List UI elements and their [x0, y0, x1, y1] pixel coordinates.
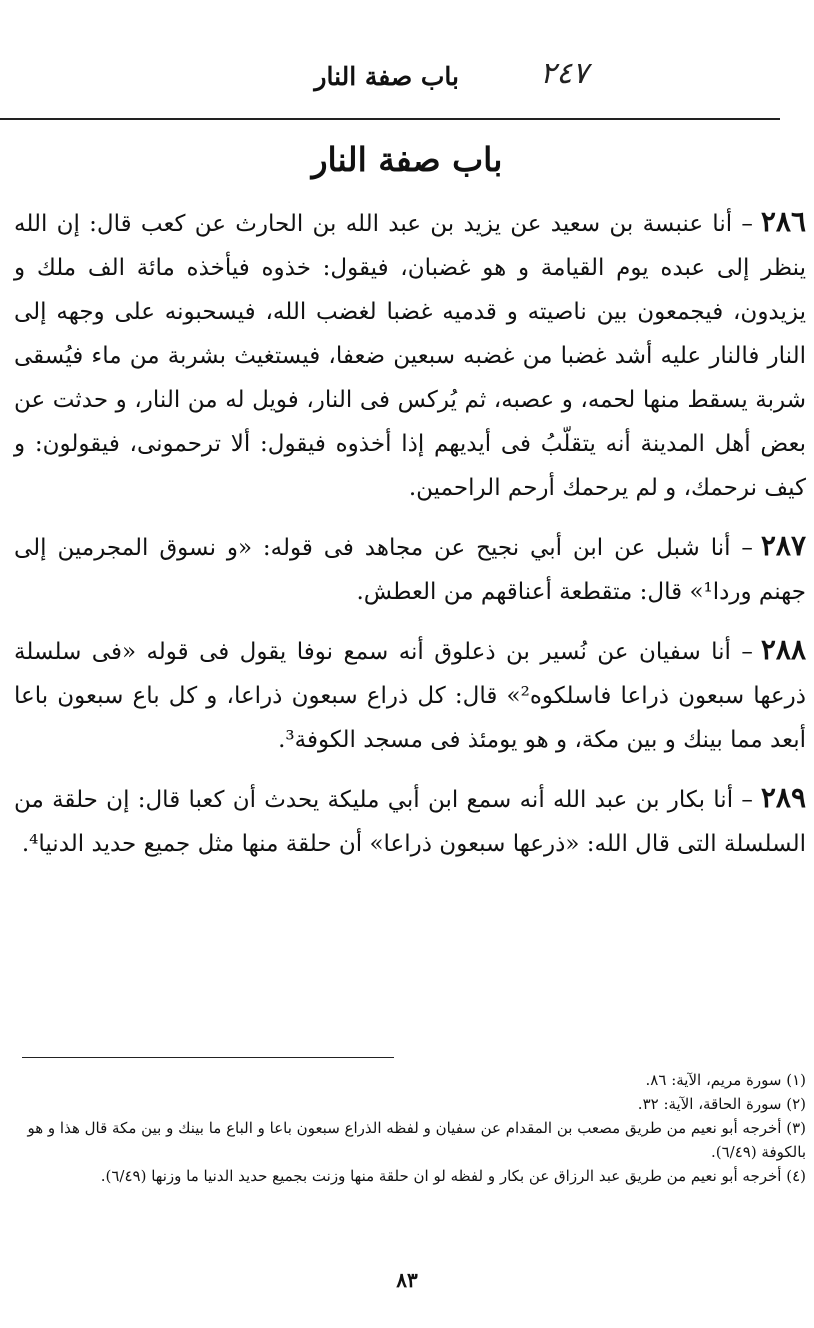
paragraph-286: [14, 200, 806, 510]
paragraph-287: [14, 524, 806, 614]
body-text: [14, 200, 806, 880]
header-divider: [0, 118, 780, 120]
running-header: [0, 56, 814, 112]
footnote-2: (٢) سورة الحاقة، الآية: ٣٢.: [637, 1095, 806, 1113]
footnote-divider: [22, 1057, 394, 1058]
paragraph-289: [14, 776, 806, 866]
running-header-title: باب صفة النار: [314, 62, 459, 91]
footnote-3: (٣) أخرجه أبو نعيم من طريق مصعب بن المقدام عن سفيان و لفظه الذراع سبعون باعا و الباع ما بينك و بين مكة قال هذا و هو بالكوفة (٦/٤٩).: [27, 1119, 806, 1161]
paragraph-number: ٢٨٦: [760, 205, 806, 238]
paragraph-text: – أنا بكار بن عبد الله أنه سمع ابن أبي مليكة يحدث أن كعبا قال: إن حلقة من السلسلة التى قال الله: «ذرعها سبعون ذراعا» أن حلقة منها مثل جميع حديد الدنيا⁴.: [14, 787, 806, 857]
footnotes: [14, 1068, 806, 1188]
footnote-1: (١) سورة مريم، الآية: ٨٦.: [645, 1071, 806, 1089]
paragraph-number: ٢٨٨: [760, 633, 806, 666]
handwritten-page-note: ٢٤٧: [540, 56, 589, 91]
page-number: ٨٣: [396, 1268, 418, 1292]
paragraph-text: – أنا عنبسة بن سعيد عن يزيد بن عبد الله بن الحارث عن كعب قال: إن الله ينظر إلى عبده يوم القيامة و هو غضبان، فيقول: خذوه فيأخذه مائة الف ملك و يزيدون، فيجمعون بين ناصيته و قدميه غضبا لغضب الله، فيسحبونه على وجهه إلى النار فالنار عليه أشد غضبا من غضبه سبعين ضعفا، فيستغيث بشربة من ماء فيُسقى شربة يسقط منها لحمه، و عصبه، ثم يُركس فى النار، فويل له من النار، و حدثت عن بعض أهل المدينة أنه يتقلّبُ فى أيديهم إذا أخذوه فيقول: ألا ترحمونى، فيقولون: و كيف نرحمك، و لم يرحمك أرحم الراحمين.: [14, 211, 806, 501]
chapter-title: باب صفة النار: [311, 140, 503, 179]
paragraph-number: ٢٨٩: [760, 781, 806, 814]
footnote-4: (٤) أخرجه أبو نعيم من طريق عبد الرزاق عن بكار و لفظه لو ان حلقة منها وزنت بجميع حديد الدنيا ما وزنها (٦/٤٩).: [100, 1167, 806, 1185]
paragraph-288: [14, 628, 806, 762]
paragraph-text: – أنا سفيان عن نُسير بن ذعلوق أنه سمع نوفا يقول فى قوله «فى سلسلة ذرعها سبعون ذراعا فاسلكوه²» قال: كل ذراع سبعون ذراعا، و كل باع سبعون باعا أبعد مما بينك و بين مكة، و هو يومئذ فى مسجد الكوفة³.: [14, 639, 806, 753]
paragraph-number: ٢٨٧: [760, 529, 806, 562]
paragraph-text: – أنا شبل عن ابن أبي نجيح عن مجاهد فى قوله: «و نسوق المجرمين إلى جهنم وردا¹» قال: متقطعة أعناقهم من العطش.: [14, 535, 806, 605]
